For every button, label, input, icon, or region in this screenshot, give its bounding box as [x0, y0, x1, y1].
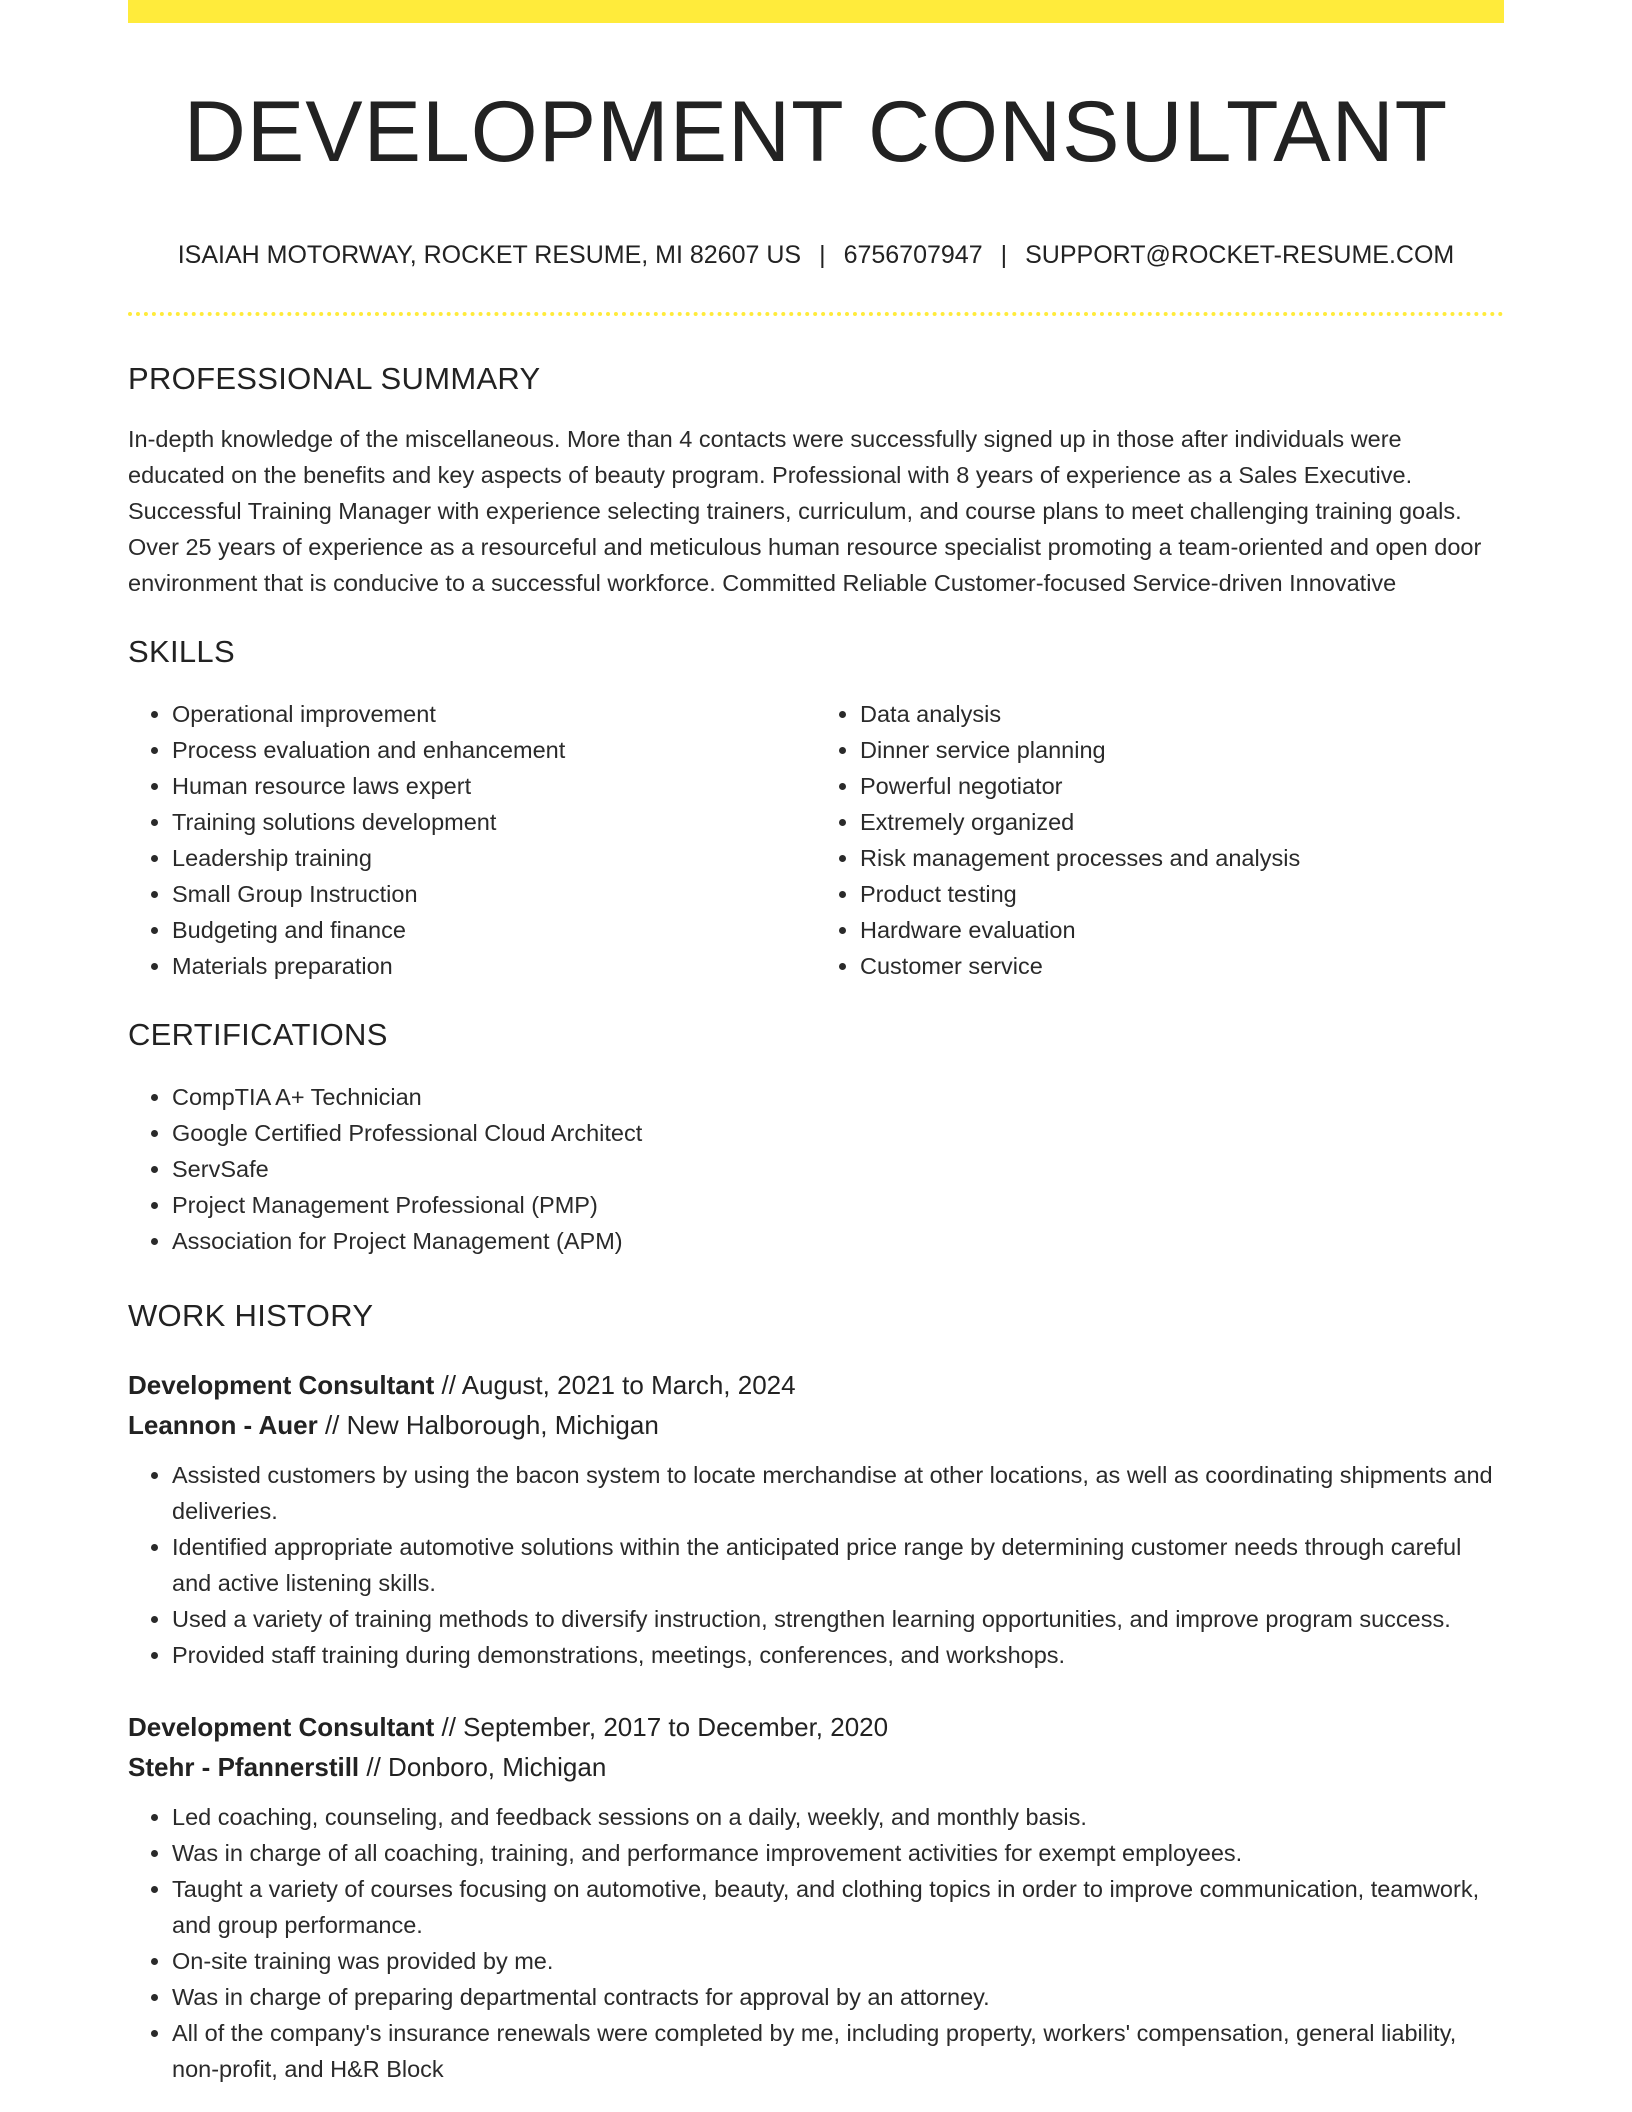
- contact-address: ISAIAH MOTORWAY, ROCKET RESUME, MI 82607 US: [177, 240, 802, 269]
- certifications-list: [128, 1079, 1504, 1259]
- job-bullet: • Used a variety of training methods to diversify instruction, strengthen learning opportunities, and improve program success.: [172, 1601, 1504, 1637]
- job-bullet: • All of the company's insurance renewals were completed by me, including property, workers' compensation, general liability, non-profit, and H&R Block: [172, 2015, 1504, 2087]
- job-bullets: [128, 1799, 1504, 2087]
- job-dates: // September, 2017 to December, 2020: [434, 1711, 889, 1742]
- job-role-line: [128, 1707, 1504, 1747]
- contact-line: [128, 240, 1504, 270]
- skill-item: • Materials preparation: [172, 948, 816, 984]
- job-company-line: [128, 1405, 1504, 1445]
- certification-item: • Project Management Professional (PMP): [172, 1187, 1504, 1223]
- job-entry: [128, 1707, 1504, 2087]
- skill-item: • Operational improvement: [172, 696, 816, 732]
- skill-item: • Extremely organized: [860, 804, 1504, 840]
- summary-heading: PROFESSIONAL SUMMARY: [128, 360, 541, 396]
- skill-item: • Hardware evaluation: [860, 912, 1504, 948]
- skill-item: • Leadership training: [172, 840, 816, 876]
- job-role: Development Consultant: [128, 1369, 435, 1400]
- skill-item: • Budgeting and finance: [172, 912, 816, 948]
- certification-item: • Association for Project Management (APM): [172, 1223, 1504, 1259]
- certification-item: • Google Certified Professional Cloud Architect: [172, 1115, 1504, 1151]
- skill-item: • Training solutions development: [172, 804, 816, 840]
- skill-item: • Powerful negotiator: [860, 768, 1504, 804]
- skill-item: • Process evaluation and enhancement: [172, 732, 816, 768]
- job-bullet: • Assisted customers by using the bacon system to locate merchandise at other locations, as well as coordinating shipments and deliveries.: [172, 1457, 1504, 1529]
- contact-phone: 6756707947: [843, 240, 983, 269]
- skills-columns: [128, 696, 1504, 984]
- job-bullet: • On-site training was provided by me.: [172, 1943, 1504, 1979]
- skill-item: • Data analysis: [860, 696, 1504, 732]
- skills-right-list: [816, 696, 1504, 984]
- contact-email: SUPPORT@ROCKET-RESUME.COM: [1025, 240, 1455, 269]
- job-bullet: • Provided staff training during demonstrations, meetings, conferences, and workshops.: [172, 1637, 1504, 1673]
- job-bullet: • Led coaching, counseling, and feedback sessions on a daily, weekly, and monthly basis.: [172, 1799, 1504, 1835]
- job-company: Stehr - Pfannerstill: [128, 1751, 360, 1782]
- skill-item: • Human resource laws expert: [172, 768, 816, 804]
- certification-item: • ServSafe: [172, 1151, 1504, 1187]
- job-bullet: • Was in charge of preparing departmental contracts for approval by an attorney.: [172, 1979, 1504, 2015]
- contact-separator: |: [819, 240, 826, 269]
- skills-left-list: [128, 696, 816, 984]
- dotted-divider: [128, 312, 1504, 316]
- skill-item: • Dinner service planning: [860, 732, 1504, 768]
- contact-separator: |: [1000, 240, 1008, 269]
- job-bullet: • Was in charge of all coaching, training, and performance improvement activities for exempt employees.: [172, 1835, 1504, 1871]
- skill-item: • Small Group Instruction: [172, 876, 816, 912]
- job-bullet: • Identified appropriate automotive solutions within the anticipated price range by determining customer needs through careful and active listening skills.: [172, 1529, 1504, 1601]
- job-bullet: • Taught a variety of courses focusing on automotive, beauty, and clothing topics in order to improve communication, teamwork, and group performance.: [172, 1871, 1504, 1943]
- resume-title: DEVELOPMENT CONSULTANT: [183, 84, 1449, 180]
- summary-text: In-depth knowledge of the miscellaneous. More than 4 contacts were successfully signed up in those after individuals were educated on the benefits and key aspects of beauty program. Professional with 8 years of experience as a Sales Executive. Successful Training Manager with experience selecting trainers, curriculum, and course plans to meet challenging training goals. Over 25 years of experience as a resourceful and meticulous human resource specialist promoting a team-oriented and open door environment that is conducive to a successful workforce. Committed Reliable Customer-focused Service-driven Innovative: [128, 426, 1482, 597]
- job-company-line: [128, 1747, 1504, 1787]
- job-location: // Donboro, Michigan: [359, 1751, 607, 1782]
- certification-item: • CompTIA A+ Technician: [172, 1079, 1504, 1115]
- job-entry: [128, 1365, 1504, 1673]
- skill-item: • Risk management processes and analysis: [860, 840, 1504, 876]
- job-bullets: [128, 1457, 1504, 1673]
- job-company: Leannon - Auer: [128, 1409, 318, 1440]
- job-location: // New Halborough, Michigan: [317, 1409, 659, 1440]
- certifications-heading: CERTIFICATIONS: [128, 1017, 388, 1053]
- job-role-line: [128, 1365, 1504, 1405]
- accent-bar: [128, 0, 1504, 23]
- skill-item: • Product testing: [860, 876, 1504, 912]
- resume-page: [128, 0, 1504, 2087]
- job-dates: // August, 2021 to March, 2024: [434, 1369, 796, 1400]
- job-role: Development Consultant: [128, 1711, 435, 1742]
- skills-heading: SKILLS: [128, 634, 235, 670]
- skill-item: • Customer service: [860, 948, 1504, 984]
- work-history-heading: WORK HISTORY: [128, 1298, 374, 1334]
